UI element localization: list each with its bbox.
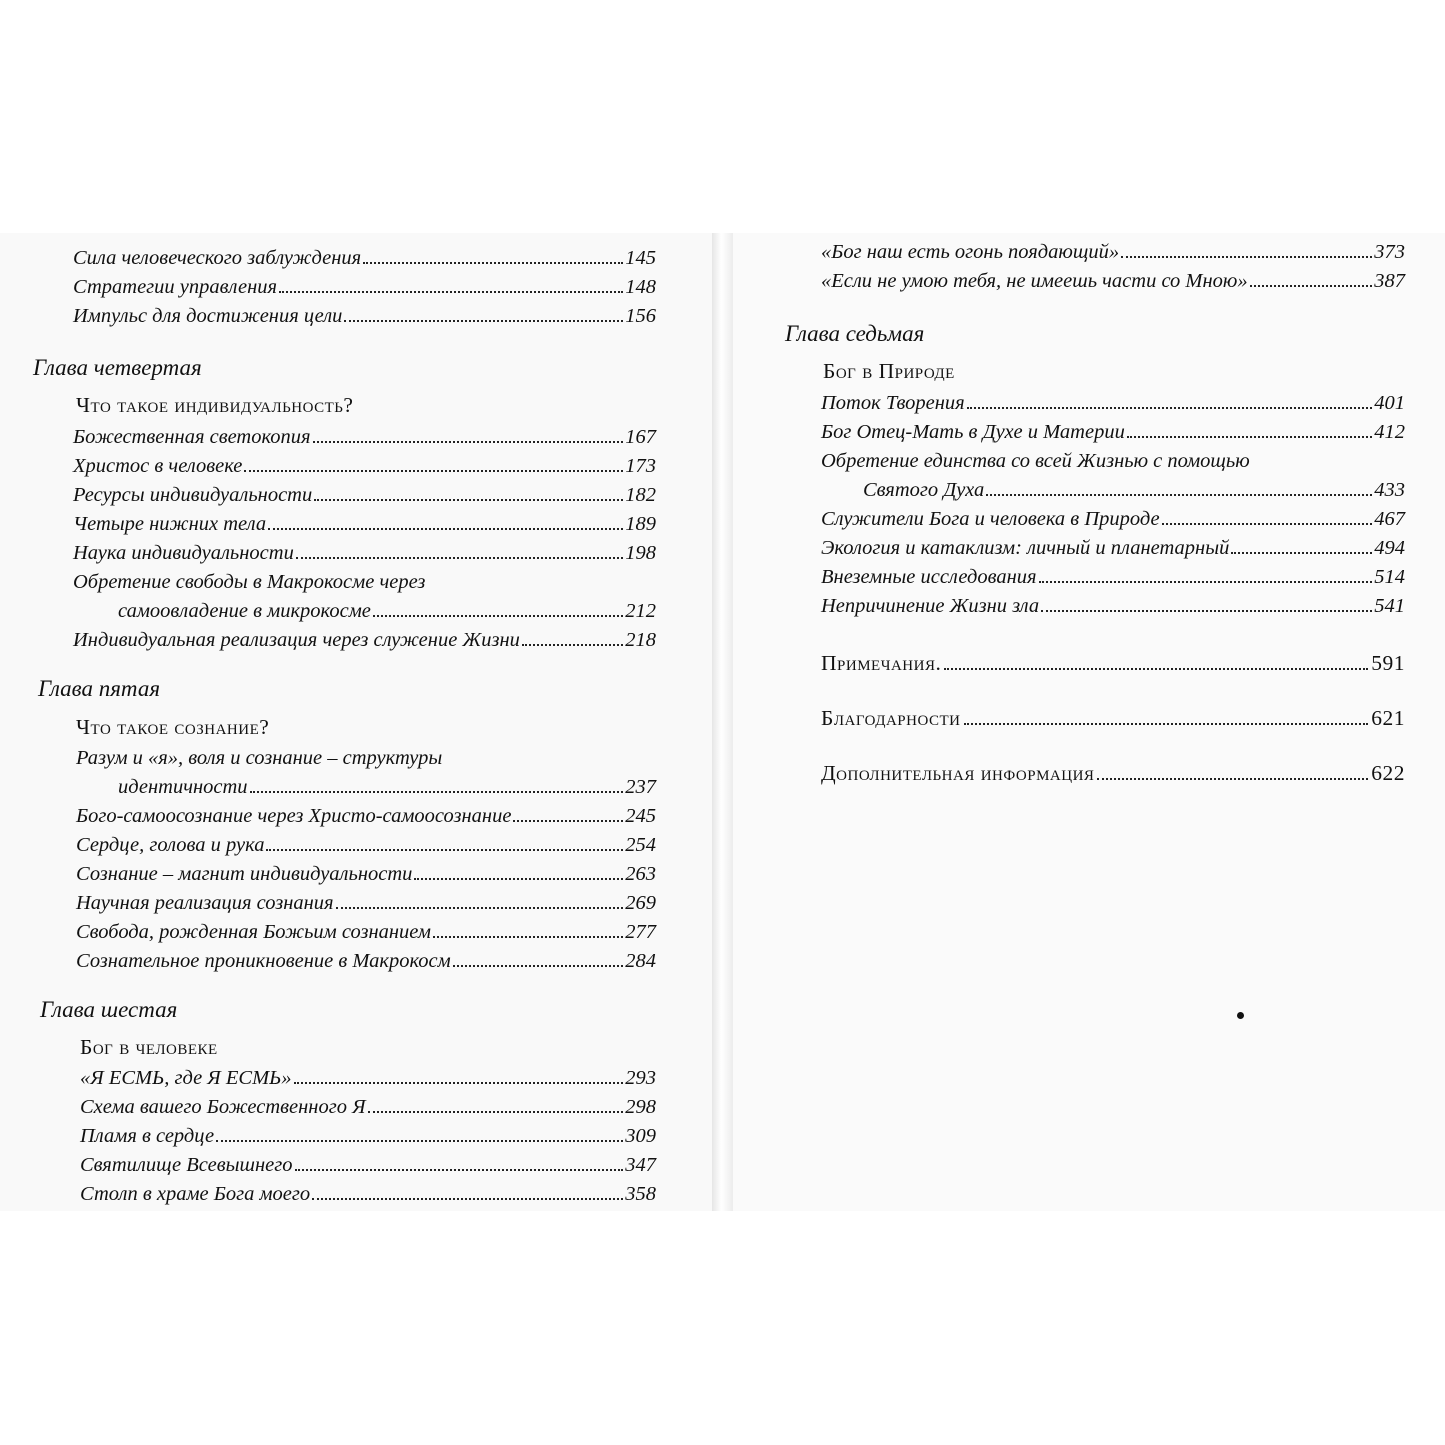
toc-entry: Свобода, рожденная Божьим сознанием 277 <box>76 921 656 943</box>
toc-entry: Индивидуальная реализация через служение Жизни 218 <box>73 629 656 651</box>
chapter-subtitle: Бог в Природе <box>823 359 955 383</box>
toc-entry: Сила человеческого заблуждения 145 <box>73 247 656 269</box>
toc-entry: Сознание – магнит индивидуальности 263 <box>76 863 656 885</box>
chapter-subtitle: Что такое индивидуальность? <box>76 393 354 417</box>
toc-notes: Примечания. 591 <box>821 651 1405 675</box>
chapter-heading: Глава шестая <box>40 997 178 1022</box>
right-page <box>733 233 1445 1211</box>
toc-entry: Бог Отец-Мать в Духе и Материи 412 <box>821 421 1405 443</box>
toc-entry: Непричинение Жизни зла 541 <box>821 595 1405 617</box>
toc-entry: Сознательное проникновение в Макрокосм 284 <box>76 950 656 972</box>
toc-additional-info: Дополнительная информация 622 <box>821 761 1405 785</box>
toc-acknowledgements: Благодарности 621 <box>821 706 1405 730</box>
book-gutter <box>712 233 733 1211</box>
chapter-heading: Глава пятая <box>38 676 161 701</box>
toc-entry: Святилище Всевышнего 347 <box>80 1154 656 1176</box>
toc-entry-line1: Обретение единства со всей Жизнью с помощью <box>821 450 1250 472</box>
toc-entry: Внеземные исследования 514 <box>821 566 1405 588</box>
toc-entry: Христос в человеке 173 <box>73 455 656 477</box>
toc-entry: Импульс для достижения цели 156 <box>73 305 656 327</box>
toc-entry: Поток Творения 401 <box>821 392 1405 414</box>
toc-entry: Научная реализация сознания 269 <box>76 892 656 914</box>
toc-entry: Служители Бога и человека в Природе 467 <box>821 508 1405 530</box>
chapter-subtitle: Бог в человеке <box>80 1035 218 1059</box>
toc-entry: Наука индивидуальности 198 <box>73 542 656 564</box>
toc-entry: «Если не умою тебя, не имеешь части со Мною» 387 <box>821 270 1405 292</box>
toc-entry: «Бог наш есть огонь поядающий» 373 <box>821 241 1405 263</box>
chapter-heading: Глава седьмая <box>785 321 925 346</box>
toc-entry: Столп в храме Бога моего 358 <box>80 1183 656 1205</box>
bullet-mark <box>1237 1012 1244 1019</box>
toc-entry-line1: Обретение свободы в Макрокосме через <box>73 571 426 593</box>
toc-entry: Ресурсы индивидуальности 182 <box>73 484 656 506</box>
toc-entry: Стратегии управления 148 <box>73 276 656 298</box>
left-page <box>0 233 712 1211</box>
toc-entry: Экология и катаклизм: личный и планетарный 494 <box>821 537 1405 559</box>
toc-entry: Святого Духа 433 <box>863 479 1405 501</box>
toc-entry: Четыре нижних тела 189 <box>73 513 656 535</box>
toc-entry: Пламя в сердце 309 <box>80 1125 656 1147</box>
toc-entry-line1: Разум и «я», воля и сознание – структуры <box>76 747 443 769</box>
toc-entry: Схема вашего Божественного Я 298 <box>80 1096 656 1118</box>
toc-entry: идентичности 237 <box>118 776 656 798</box>
chapter-subtitle: Что такое сознание? <box>76 715 270 739</box>
toc-entry: Сердце, голова и рука 254 <box>76 834 656 856</box>
toc-entry: самоовладение в микрокосме 212 <box>118 600 656 622</box>
book-spread <box>0 233 1445 1211</box>
toc-entry: Божественная светокопия 167 <box>73 426 656 448</box>
toc-entry: Бого-самоосознание через Христо-самоосознание 245 <box>76 805 656 827</box>
chapter-heading: Глава четвертая <box>33 355 202 380</box>
toc-entry: «Я ЕСМЬ, где Я ЕСМЬ» 293 <box>80 1067 656 1089</box>
